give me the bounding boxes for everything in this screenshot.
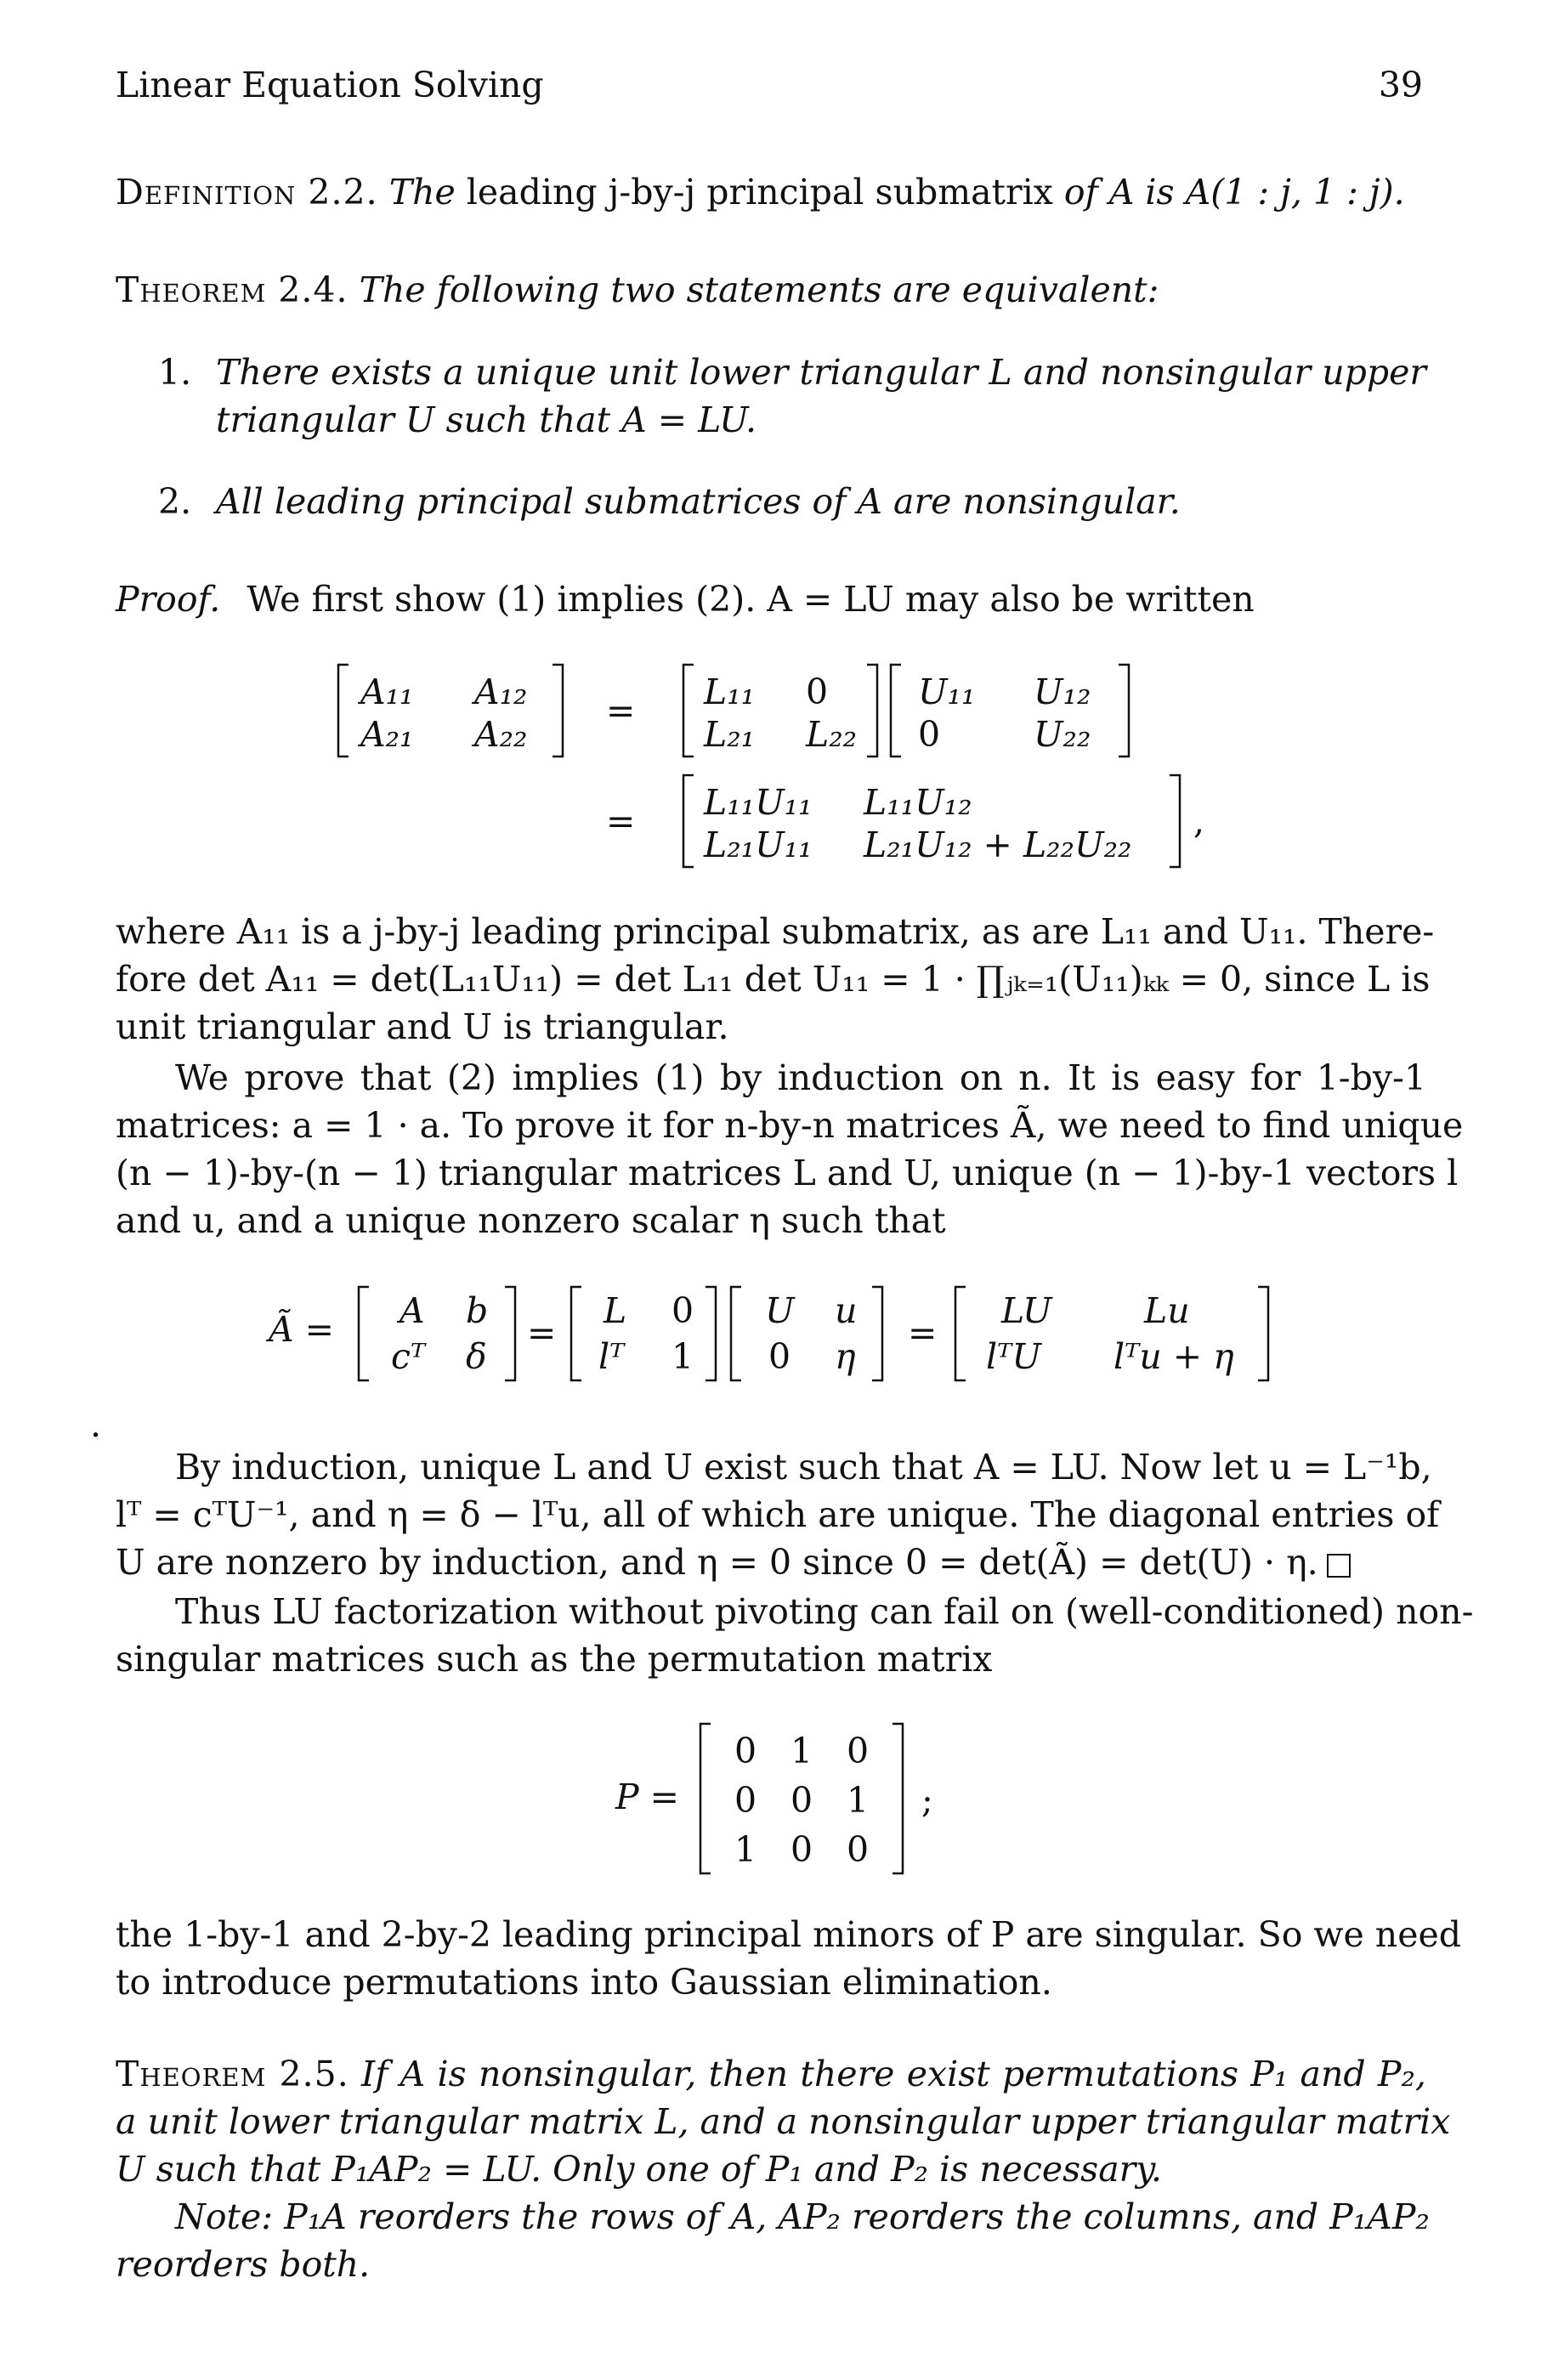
m2-right-bracket xyxy=(706,1287,716,1380)
perm-r3c1: 1 xyxy=(734,1829,757,1870)
perm-right-bracket xyxy=(892,1724,903,1873)
definition-text-a: The xyxy=(388,172,456,212)
atilde-lhs: Ã = xyxy=(269,1309,334,1350)
proof-p3-line-3-text: U are nonzero by induction, and η = 0 since 0 = det(Ã) = det(U) · η. xyxy=(116,1542,1318,1583)
lhs-a22: A₂₂ xyxy=(474,714,528,755)
m1-12: b xyxy=(466,1290,489,1331)
perm-r1c1: 0 xyxy=(734,1731,757,1771)
theorem-2-5-line-1-text: If A is nonsingular, then there exist permutations P₁ and P₂, xyxy=(361,2054,1426,2094)
theorem-2-4 xyxy=(116,266,1159,314)
m4-22: lᵀu + η xyxy=(1114,1336,1234,1377)
m4-left-bracket xyxy=(955,1287,966,1380)
block-eq-sign-2: = xyxy=(606,801,636,842)
proof-p3-line-2: lᵀ = cᵀU⁻¹, and η = δ − lᵀu, all of which are unique. The diagonal entries of xyxy=(116,1494,1440,1535)
proof-p3-line-3 xyxy=(116,1538,1426,1586)
permutation-matrix-equation xyxy=(595,1715,952,1885)
stray-period: . xyxy=(90,1404,102,1445)
block-eq-comma: , xyxy=(1193,801,1205,842)
lhs-left-bracket xyxy=(338,665,348,756)
m2-21: lᵀ xyxy=(598,1336,625,1377)
proof-p4-line-1: Thus LU factorization without pivoting can fail on (well-conditioned) non- xyxy=(175,1591,1474,1632)
proof-p2-line-1: We prove that (2) implies (1) by induction on n. It is easy for 1-by-1 xyxy=(175,1057,1426,1098)
proof-paragraph-2 xyxy=(116,1054,1464,1244)
prod-left-bracket xyxy=(683,775,694,867)
proof-paragraph-3 xyxy=(116,1443,1440,1586)
prod-21: L₂₁U₁₁ xyxy=(704,824,813,865)
perm-r2c3: 1 xyxy=(847,1780,870,1821)
perm-r3c3: 0 xyxy=(847,1829,870,1870)
proof-p1-line-1: where A₁₁ is a j-by-j leading principal submatrix, as are L₁₁ and U₁₁. There- xyxy=(116,911,1435,952)
block-matrix-equation xyxy=(323,654,1241,884)
theorem-item-1-line1: There exists a unique unit lower triangular L and nonsingular upper xyxy=(216,352,1426,393)
u-right-bracket xyxy=(1119,665,1129,756)
lhs-right-bracket xyxy=(552,665,563,756)
proof-p2-line-2: matrices: a = 1 · a. To prove it for n-by-n matrices Ã, we need to find unique xyxy=(116,1105,1464,1146)
l-left-bracket xyxy=(683,665,694,756)
perm-r1c2: 1 xyxy=(790,1731,813,1771)
definition-text-c: of A is A(1 : j, 1 : j). xyxy=(1063,172,1405,212)
prod-right-bracket xyxy=(1170,775,1180,867)
m3-right-bracket xyxy=(872,1287,882,1380)
perm-left-bracket xyxy=(700,1724,711,1873)
m1-right-bracket xyxy=(505,1287,515,1380)
theorem-2-5-line-2: a unit lower triangular matrix L, and a nonsingular upper triangular matrix xyxy=(116,2101,1451,2142)
proof-intro-text: We first show (1) implies (2). A = LU may also be written xyxy=(246,579,1255,620)
m1-11: A xyxy=(400,1290,425,1331)
block-eq-sign-1: = xyxy=(606,690,636,731)
theorem-item-1-line2: triangular U such that A = LU. xyxy=(216,400,756,440)
lhs-a11: A₁₁ xyxy=(360,672,414,712)
m2-22: 1 xyxy=(672,1336,694,1377)
theorem-2-5-line-3: U such that P₁AP₂ = LU. Only one of P₁ and P₂ is necessary. xyxy=(116,2149,1162,2190)
proof-label: Proof. xyxy=(116,579,221,620)
m4-11: LU xyxy=(1001,1290,1052,1331)
prod-22: L₂₁U₁₂ + L₂₂U₂₂ xyxy=(864,824,1132,865)
lhs-a12: A₁₂ xyxy=(474,672,528,712)
theorem-item-1-num: 1. xyxy=(158,352,192,393)
u-left-bracket xyxy=(891,665,901,756)
m1-22: δ xyxy=(466,1336,487,1377)
perm-r3c2: 0 xyxy=(790,1829,813,1870)
theorem-2-5-note-line-1: Note: P₁A reorders the rows of A, AP₂ reorders the columns, and P₁AP₂ xyxy=(175,2196,1430,2237)
m3-22: η xyxy=(835,1336,856,1377)
atilde-eq-1: = xyxy=(527,1312,557,1353)
u-12: U₁₂ xyxy=(1034,672,1091,712)
proof-p1-line-2: fore det A₁₁ = det(L₁₁U₁₁) = det L₁₁ det U₁₁ = 1 · ∏ⱼₖ₌₁(U₁₁)ₖₖ = 0, since L is xyxy=(116,959,1431,1000)
theorem-item-2-num: 2. xyxy=(158,481,192,522)
m2-left-bracket xyxy=(571,1287,581,1380)
m2-12: 0 xyxy=(672,1290,694,1331)
m1-left-bracket xyxy=(359,1287,369,1380)
atilde-eq-2: = xyxy=(908,1312,938,1353)
proof-p4-line-2: singular matrices such as the permutation matrix xyxy=(116,1639,993,1680)
m4-21: lᵀU xyxy=(986,1336,1041,1377)
definition-label: Definition 2.2. xyxy=(116,172,378,212)
perm-semicolon: ; xyxy=(921,1780,933,1821)
l-22: L₂₂ xyxy=(806,714,858,755)
m4-12: Lu xyxy=(1144,1290,1190,1331)
proof-p5-line-2: to introduce permutations into Gaussian elimination. xyxy=(116,1962,1052,2003)
perm-r1c3: 0 xyxy=(847,1731,870,1771)
proof-paragraph-5 xyxy=(116,1911,1461,2006)
proof-p5-line-1: the 1-by-1 and 2-by-2 leading principal minors of P are singular. So we need xyxy=(116,1914,1461,1955)
theorem-2-4-statement: The following two statements are equivalent: xyxy=(359,269,1159,310)
m3-21: 0 xyxy=(768,1336,791,1377)
l-12: 0 xyxy=(806,672,829,712)
u-22: U₂₂ xyxy=(1034,714,1091,755)
perm-r2c1: 0 xyxy=(734,1780,757,1821)
theorem-2-4-label: Theorem 2.4. xyxy=(116,269,348,310)
u-11: U₁₁ xyxy=(918,672,976,712)
page-number: 39 xyxy=(1378,65,1423,105)
theorem-item-2-line1: All leading principal submatrices of A are nonsingular. xyxy=(216,481,1181,522)
l-right-bracket xyxy=(867,665,877,756)
m2-11: L xyxy=(604,1290,627,1331)
running-title: Linear Equation Solving xyxy=(116,65,544,105)
m3-11: U xyxy=(765,1290,795,1331)
m1-21: cᵀ xyxy=(391,1336,426,1377)
proof-p2-line-3: (n − 1)-by-(n − 1) triangular matrices L and U, unique (n − 1)-by-1 vectors l xyxy=(116,1153,1459,1193)
perm-lhs: P = xyxy=(615,1776,679,1817)
perm-r2c2: 0 xyxy=(790,1780,813,1821)
prod-11: L₁₁U₁₁ xyxy=(704,782,813,823)
l-21: L₂₁ xyxy=(704,714,756,755)
proof-p1-line-3: unit triangular and U is triangular. xyxy=(116,1006,729,1047)
m4-right-bracket xyxy=(1258,1287,1268,1380)
m3-12: u xyxy=(835,1290,858,1331)
lhs-a21: A₂₁ xyxy=(360,714,414,755)
definition-2-2 xyxy=(116,168,1405,216)
theorem-2-5 xyxy=(116,2050,1451,2288)
m3-left-bracket xyxy=(731,1287,741,1380)
l-11: L₁₁ xyxy=(704,672,756,712)
atilde-equation xyxy=(255,1275,1300,1394)
u-21: 0 xyxy=(918,714,941,755)
theorem-2-5-line-1 xyxy=(116,2050,1426,2098)
theorem-2-5-label: Theorem 2.5. xyxy=(116,2054,349,2094)
definition-term: leading j-by-j principal submatrix xyxy=(466,172,1053,212)
prod-12: L₁₁U₁₂ xyxy=(864,782,972,823)
proof-intro xyxy=(116,575,1255,623)
proof-paragraph-1 xyxy=(116,908,1435,1051)
proof-p3-line-1: By induction, unique L and U exist such that A = LU. Now let u = L⁻¹b, xyxy=(175,1447,1432,1488)
proof-paragraph-4 xyxy=(116,1588,1474,1683)
qed-square-icon xyxy=(1327,1554,1351,1578)
proof-p2-line-4: and u, and a unique nonzero scalar η such that xyxy=(116,1200,946,1241)
theorem-2-5-note-line-2: reorders both. xyxy=(116,2244,371,2285)
